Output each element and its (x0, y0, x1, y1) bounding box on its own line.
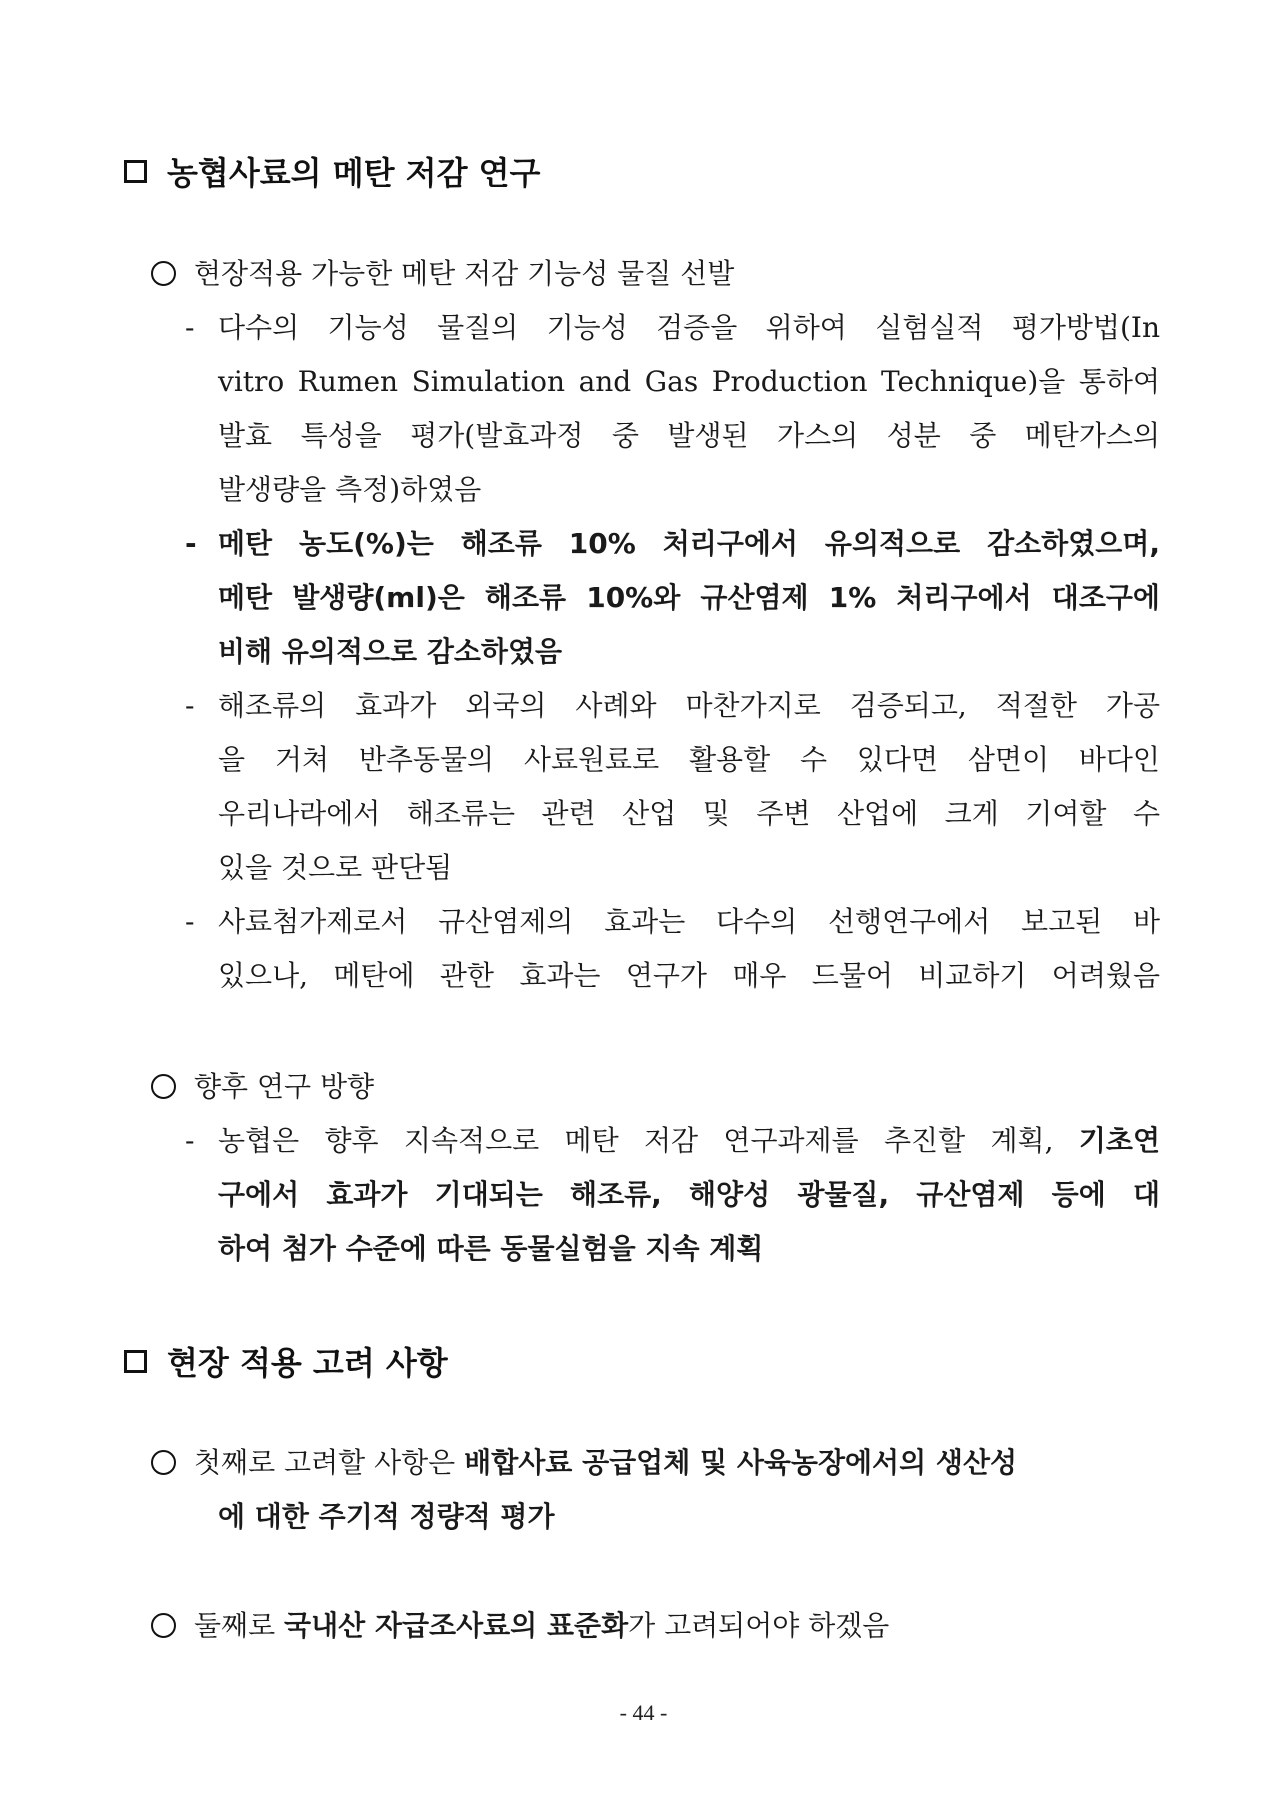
text-line: 구에서 효과가 기대되는 해조류, 해양성 광물질, 규산염제 등에 대 (218, 1178, 1160, 1211)
dash-item-2 (185, 517, 1160, 679)
item-title: 현장적용 가능한 메탄 저감 기능성 물질 선발 (194, 257, 735, 290)
text-line: 하여 첨가 수준에 따른 동물실험을 지속 계획 (218, 1232, 764, 1265)
text-line: 발생량을 측정)하였음 (218, 473, 482, 506)
text-plain: 가 고려되어야 하겠음 (628, 1609, 890, 1642)
text-bold: 배합사료 공급업체 및 사육농장에서의 생산성 (464, 1446, 1018, 1479)
circle-item-4 (151, 1599, 1161, 1653)
text-line: 메탄 농도(%)는 해조류 10% 처리구에서 유의적으로 감소하였으며, (218, 527, 1160, 560)
text-line: vitro Rumen Simulation and Gas Production Technique)을 통하여 (218, 365, 1160, 398)
text-bold: 에 대한 주기적 정량적 평가 (218, 1500, 555, 1533)
text-line: 있으나, 메탄에 관한 효과는 연구가 매우 드물어 비교하기 어려웠음 (218, 959, 1160, 992)
checkbox-square-icon (124, 160, 147, 183)
text-plain: 농협은 향후 지속적으로 메탄 저감 연구과제를 추진할 계획, (218, 1124, 1079, 1157)
text-line: 발효 특성을 평가(발효과정 중 발생된 가스의 성분 중 메탄가스의 (218, 419, 1160, 452)
text-line: 우리나라에서 해조류는 관련 산업 및 주변 산업에 크게 기여할 수 (218, 797, 1160, 830)
text-line: 있을 것으로 판단됨 (218, 851, 453, 884)
dash-marker: - (185, 1124, 195, 1157)
text-line (185, 1114, 1160, 1168)
dash-marker: - (185, 905, 195, 938)
text-line: 메탄 발생량(ml)은 해조류 10%와 규산염제 1% 처리구에서 대조구에 (218, 581, 1160, 614)
text-line: 다수의 기능성 물질의 기능성 검증을 위하여 실험실적 평가방법(In (218, 311, 1160, 344)
circle-bullet-icon (151, 261, 176, 286)
section-heading-1 (124, 148, 540, 194)
dash-marker: - (185, 311, 195, 344)
text-line: 비해 유의적으로 감소하였음 (218, 635, 563, 668)
text-line: 사료첨가제로서 규산염제의 효과는 다수의 선행연구에서 보고된 바 (218, 905, 1160, 938)
text-line: 해조류의 효과가 외국의 사례와 마찬가지로 검증되고, 적절한 가공 (218, 689, 1160, 722)
checkbox-square-icon (124, 1350, 147, 1373)
section-heading-text: 현장 적용 고려 사항 (167, 1344, 448, 1382)
text-bold: 국내산 자급조사료의 표준화 (284, 1609, 629, 1642)
circle-item-1 (151, 247, 1161, 301)
item-title: 향후 연구 방향 (194, 1070, 375, 1103)
dash-marker: - (185, 527, 197, 560)
dash-item-4 (185, 895, 1160, 1003)
dash-item-5 (185, 1114, 1160, 1276)
text-bold: 기초연 (1078, 1124, 1160, 1157)
text-plain: 첫째로 고려할 사항은 (194, 1446, 465, 1479)
circle-bullet-icon (151, 1450, 176, 1475)
section-heading-text: 농협사료의 메탄 저감 연구 (167, 154, 541, 192)
text-line: 을 거쳐 반추동물의 사료원료로 활용할 수 있다면 삼면이 바다인 (218, 743, 1160, 776)
dash-marker: - (185, 689, 195, 722)
circle-item-3 (151, 1436, 1161, 1490)
circle-item-3-continuation (218, 1490, 1228, 1544)
dash-item-3 (185, 679, 1160, 895)
circle-item-2 (151, 1060, 1161, 1114)
page-number: - 44 - (619, 1700, 668, 1725)
circle-bullet-icon (151, 1074, 176, 1099)
section-heading-2 (124, 1338, 448, 1384)
circle-bullet-icon (151, 1613, 176, 1638)
dash-item-1 (185, 301, 1160, 517)
text-plain: 둘째로 (194, 1609, 285, 1642)
